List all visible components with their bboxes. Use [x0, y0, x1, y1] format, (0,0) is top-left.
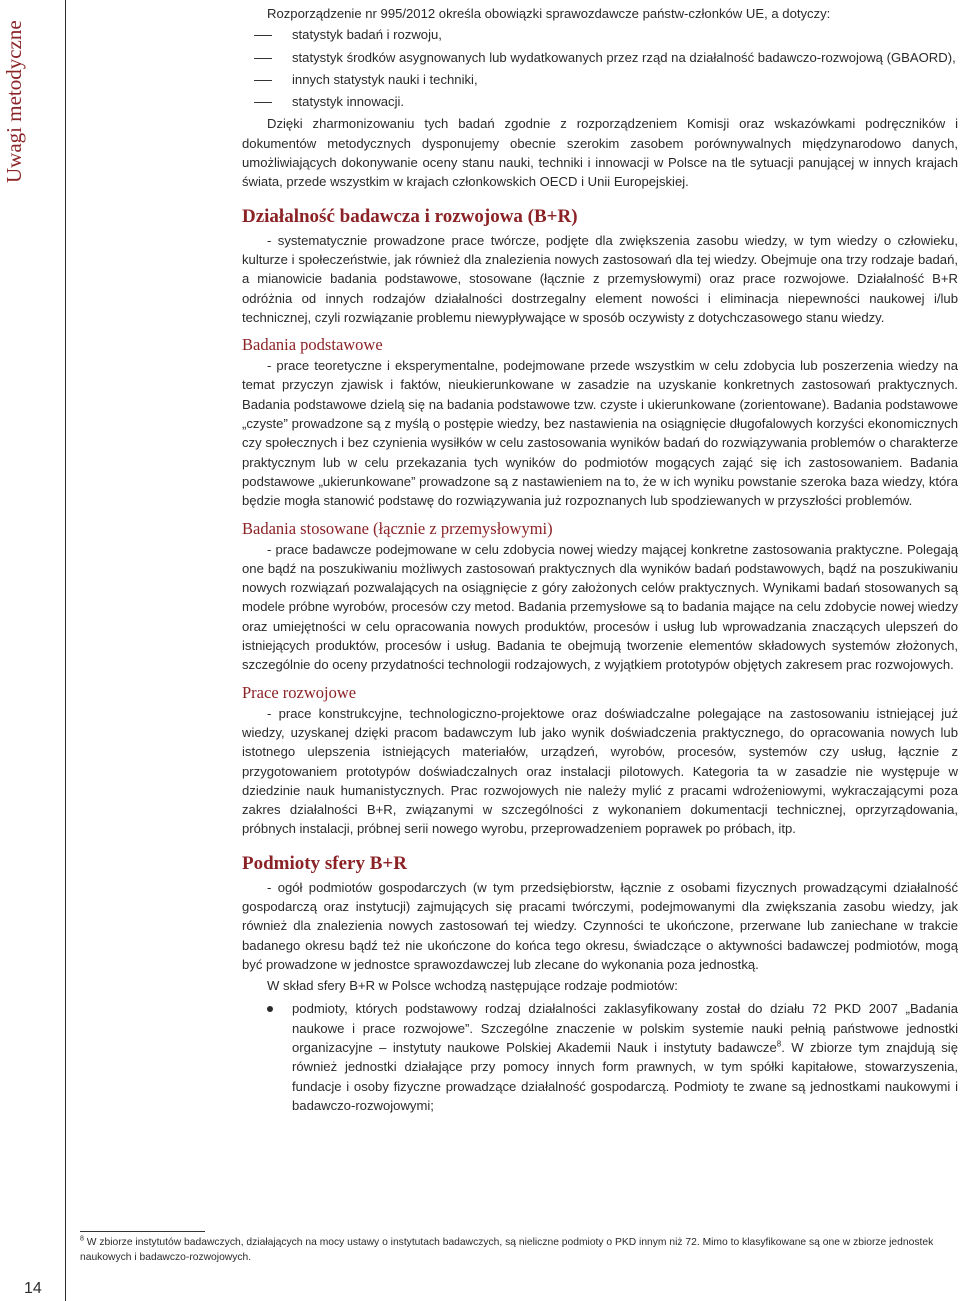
br-definition: - systematycznie prowadzone prace twórcze, podjęte dla zwiększenia zasobu wiedzy, w tym wiedzy o człowieku, kulturze i społeczeństwie, jak również dla znalezienia nowych zastosowań dla tej wiedzy. Obejmuje ona trzy rodzaje badań, a mianowicie badania podstawowe, stosowane (łącznie z przemysłowymi) oraz prace rozwojowe. Działalność B+R odróżnia od innych rodzajów działalności dostrzegalny element nowości i eliminacja niepewności naukowej i/lub technicznej, czyli rozwiązanie problemu niewypływające w sposób oczywisty z dotychczasowego stanu wiedzy. [242, 232, 958, 325]
development-work-definition: - prace konstrukcyjne, technologiczno-projektowe oraz doświadczalne polegające na zastosowaniu istniejącej już wiedzy, uzyskanej dzięki pracom badawczym lub jako wynik doświadczenia praktycznego, do opracowania nowych lub istotnego ulepszenia istniejących materiałów, urządzeń, wyrobów, procesów, systemów czy usług, łącznie z przygotowaniem prototypów doświadczalnych oraz instalacji pilotowych. Kategoria ta w zasadzie nie występuje w dziedzinie nauk humanistycznych. Prac rozwojowych nie należy mylić z pracami wdrożeniowymi, wykraczającymi poza zakres działalności B+R, związanymi w szczególności z wykonaniem dokumentacji technicznej, oprzyrządowania, próbnych instalacji, próbnej serii nowego wyrobu, przeprowadzeniem poprawek po próbach, itp. [242, 705, 958, 837]
entity-bullet-list [242, 999, 958, 1115]
page-number: 14 [24, 1280, 42, 1297]
intro-paragraph: Rozporządzenie nr 995/2012 określa obowiązki sprawozdawcze państw-członków UE, a dotyczy: [267, 6, 831, 21]
entities-lead: W skład sfery B+R w Polsce wchodzą następujące rodzaje podmiotów: [267, 978, 678, 994]
list-item: innych statystyk nauki i techniki, [242, 70, 958, 89]
bullet-text-part1: podmioty, których podstawowy rodzaj działalności zaklasyfikowany został do działu 72 PKD 2007 „Badania naukowe i prace rozwojowe”. Szczególne znaczenie w polskim systemie nauki pełnią państwowe jednostki organizacyjne – instytuty naukowe Polskiej Akademii Nauk i instytuty badawcze [292, 1001, 958, 1056]
subheading-development-work: Prace rozwojowe [242, 682, 357, 702]
subheading-basic-research: Badania podstawowe [242, 335, 383, 355]
list-item: statystyk badań i rozwoju, [242, 25, 958, 44]
entities-definition: - ogół podmiotów gospodarczych (w tym przedsiębiorstw, łącznie z osobami fizycznych prowadzącymi działalność gospodarczą oraz instytucji) zajmujących się pracami twórczymi, podejmowanymi dla zwiększania zasobu wiedzy, jak również dla znalezienia nowych zastosowań tej wiedzy. Czynności te ukończone, przerwane lub zaniechane w trakcie badanego okresu bądź też nie ukończone do końca tego okresu, świadczące o aktywności badawczej podmiotów, mogą być prowadzone w jednostce sprawozdawczej lub zlecane do wykonania poza jednostką. [242, 879, 958, 972]
page-body [242, 4, 958, 1115]
subheading-applied-research: Badania stosowane (łącznie z przemysłowymi) [242, 518, 553, 538]
basic-research-definition: - prace teoretyczne i eksperymentalne, podejmowane przede wszystkim w celu zdobycia lub poszerzenia wiedzy na temat przyczyn zjawisk i faktów, nieukierunkowane w zasadzie na uzyskanie konkretnych zastosowań praktycznych. Badania podstawowe dzielą się na badania podstawowe tzw. czyste i ukierunkowane (zorientowane). Badania podstawowe „czyste” prowadzone są z myślą o postępie wiedzy, bez nastawienia na osiągnięcie długofalowych korzyści ekonomicznych czy społecznych i bez czynienia wysiłków w celu zastosowania wyników badań do rozwiązywania problemów o charakterze praktycznym lub w celu przekazania tych wyników do podmiotów mogących zająć się ich zastosowaniem. Badania podstawowe „ukierunkowane” prowadzone są z nastawieniem na to, że w ich wyniku powstanie szeroka baza wiedzy, która będzie mogła stanowić podstawę do rozwiązywania już rozpoznanych lub spodziewanych w przyszłości problemów. [242, 358, 958, 509]
list-item [242, 999, 958, 1115]
bullet-text-part2: . W zbiorze tym znajdują się również jednostki działające przy pomocy innych form prawnych, w tym spółki kapitałowe, stowarzyszenia, fundacje i osoby fizyczne prowadzące działalność gospodarczą. Podmioty te zwane są jednostkami naukowymi i badawczo-rozwojowymi; [292, 1040, 958, 1113]
intro-closing-paragraph: Dzięki zharmonizowaniu tych badań zgodnie z rozporządzeniem Komisji oraz wskazówkami podręczników i dokumentów metodycznych dysponujemy obecnie szerokim zasobem porównywalnych międzynarodowo danych, umożliwiających dokonywanie oceny stanu nauki, techniki i innowacji w Polsce na tle sytuacji panującej w innych krajach świata, przede wszystkim w krajach członkowskich OECD i Unii Europejskiej. [242, 116, 958, 190]
dash-list [242, 25, 958, 111]
list-item: statystyk środków asygnowanych lub wydatkowanych przez rząd na działalność badawczo-rozwojową (GBAORD), [242, 48, 958, 67]
margin-rule [65, 0, 66, 1301]
footnote-mark: 8 [80, 1235, 84, 1243]
footnote-reference[interactable]: 8 [776, 1039, 782, 1049]
list-item: statystyk innowacji. [242, 92, 958, 111]
footnote-rule [80, 1231, 205, 1232]
applied-research-definition: - prace badawcze podejmowane w celu zdobycia nowej wiedzy mającej konkretne zastosowania praktyczne. Polegają one bądź na poszukiwaniu możliwych zastosowań praktycznych dla wyników badań podstawowych, bądź na poszukiwaniu nowych rozwiązań pozwalających na osiągnięcie z góry założonych celów praktycznych. Wynikami badań stosowanych są modele próbne wyrobów, procesów czy metod. Badania przemysłowe są to badania mające na celu zdobycie nowej wiedzy oraz umiejętności w celu opracowania nowych produktów, procesów i usług lub wprowadzania znaczących ulepszeń do istniejących produktów, procesów i usług. Badania te obejmują tworzenie elementów składowych systemów złożonych, szczególnie do oceny przydatności technologii rodzajowych, z wyjątkiem prototypów objętych zakresem prac rozwojowych. [242, 541, 958, 673]
section-heading-br: Działalność badawcza i rozwojowa (B+R) [242, 205, 578, 227]
section-heading-entities: Podmioty sfery B+R [242, 852, 407, 874]
footnote [80, 1236, 958, 1265]
footnote-text: W zbiorze instytutów badawczych, działających na mocy ustawy o instytutach badawczych, są nieliczne podmioty o PKD innym niż 72. Mimo to klasyfikowane są one w zbiorze jednostek naukowych i badawczo-rozwojowych. [80, 1237, 934, 1263]
running-head: Uwagi metodyczne [2, 20, 26, 183]
